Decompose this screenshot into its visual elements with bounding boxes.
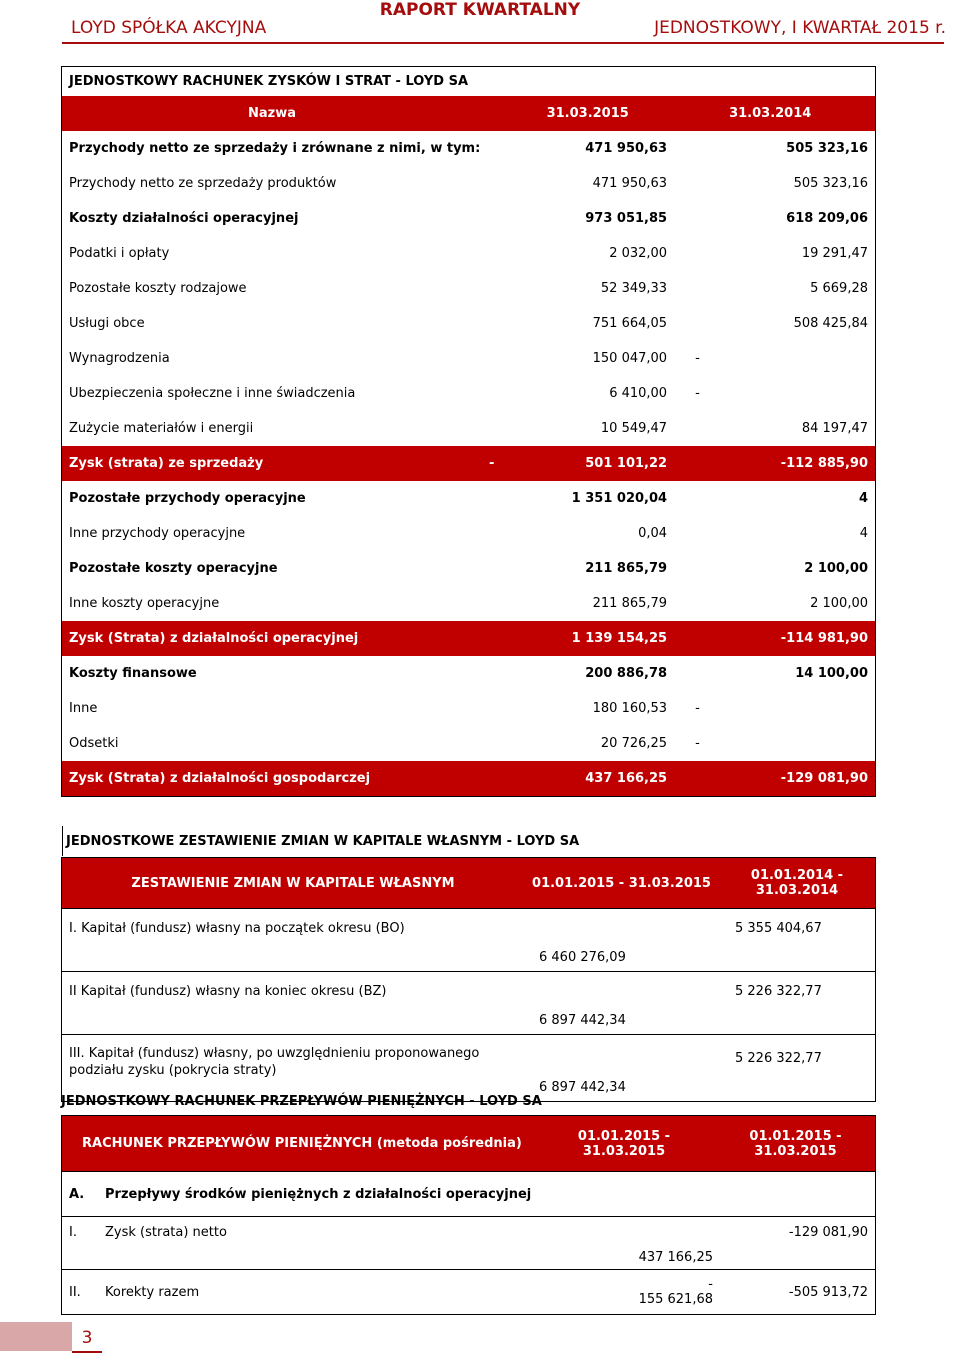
row-value-2015: 52 349,33	[600, 281, 668, 296]
row-value-2015: 6 460 276,09	[524, 909, 719, 972]
row-label: Inne koszty operacyjne	[69, 596, 220, 611]
table-row	[62, 481, 876, 516]
row-label: I. Kapitał (fundusz) własny na początek okresu (BO)	[62, 909, 525, 972]
row-sign	[489, 481, 513, 516]
col-name-header: Nazwa	[62, 96, 489, 131]
row-number: I.	[62, 1217, 106, 1270]
row-value-2014: 508 425,84	[793, 316, 868, 331]
row-value-2014: 84 197,47	[801, 421, 868, 436]
row-label: Wynagrodzenia	[69, 351, 170, 366]
row-label: Podatki i opłaty	[69, 246, 170, 261]
col-name-header: ZESTAWIENIE ZMIAN W KAPITALE WŁASNYM	[62, 858, 525, 909]
page-number: 3	[72, 1322, 102, 1353]
row-label: Przychody netto ze sprzedaży i zrównane z nimi, w tym:	[69, 141, 481, 156]
row-sign	[489, 376, 513, 411]
table-header-row	[62, 96, 876, 131]
table-row	[62, 236, 876, 271]
row-value-a	[535, 1270, 723, 1315]
table-row	[62, 166, 876, 201]
report-title: RAPORT KWARTALNY	[379, 0, 581, 20]
row-value-b: -505 913,72	[723, 1270, 876, 1315]
row-value-2015: 751 664,05	[592, 316, 668, 331]
row-sign	[489, 516, 513, 551]
row-value-2015: 10 549,47	[600, 421, 668, 436]
row-value-2014: -	[695, 386, 700, 401]
row-value-2014: -	[695, 701, 700, 716]
row-value-2015: 6 897 442,34	[524, 1035, 719, 1102]
table-header-row	[62, 858, 876, 909]
table-row	[62, 586, 876, 621]
row-label: Koszty finansowe	[69, 666, 197, 681]
row-sign	[489, 306, 513, 341]
row-sign: -	[489, 446, 513, 481]
row-sign	[489, 761, 513, 797]
row-value-2015: 150 047,00	[592, 351, 668, 366]
row-number: II.	[62, 1270, 106, 1315]
row-value-2015: 1 139 154,25	[513, 621, 673, 656]
income-statement-table	[61, 66, 876, 797]
row-sign	[489, 201, 513, 236]
row-value-2014: 4	[859, 526, 868, 541]
row-value-2014: -112 885,90	[672, 446, 875, 481]
section-number: A.	[62, 1172, 106, 1217]
row-value-b: -129 081,90	[723, 1217, 876, 1270]
row-value-2014: 2 100,00	[804, 561, 868, 576]
table-row	[62, 341, 876, 376]
row-label: Zużycie materiałów i energii	[69, 421, 254, 436]
row-label: Odsetki	[69, 736, 119, 751]
row-value-a: 437 166,25	[535, 1217, 723, 1270]
table-row	[62, 656, 876, 691]
table-row	[62, 271, 876, 306]
row-value-2014: 5 226 322,77	[719, 972, 876, 1035]
table-header-row	[62, 1116, 876, 1172]
row-value-2015: 437 166,25	[513, 761, 673, 797]
col-sign-header	[489, 96, 513, 131]
row-value-2014: 14 100,00	[795, 666, 868, 681]
table-row	[62, 306, 876, 341]
row-sign	[489, 656, 513, 691]
section-row	[62, 1172, 876, 1217]
row-label: Inne przychody operacyjne	[69, 526, 246, 541]
row-value-a-sign: -	[708, 1277, 713, 1292]
table-row	[62, 726, 876, 761]
row-value-2014: 5 226 322,77	[719, 1035, 876, 1102]
col-b-header-line2: 31.03.2015	[754, 1143, 837, 1159]
equity-section-title: JEDNOSTKOWE ZESTAWIENIE ZMIAN W KAPITALE WŁASNYM - LOYD SA	[66, 834, 580, 849]
row-label: Koszty działalności operacyjnej	[69, 211, 299, 226]
row-value-2015: 2 032,00	[609, 246, 668, 261]
row-label: Pozostałe koszty rodzajowe	[69, 281, 247, 296]
row-value-2015: 501 101,22	[513, 446, 673, 481]
row-value-2015: 0,04	[638, 526, 668, 541]
row-value-2015: 6 410,00	[609, 386, 668, 401]
table-row	[62, 1217, 876, 1270]
row-label: Przychody netto ze sprzedaży produktów	[69, 176, 337, 191]
table-row	[62, 972, 876, 1035]
income-statement-body	[62, 131, 876, 797]
section-label: Przepływy środków pieniężnych z działalności operacyjnej	[105, 1172, 876, 1217]
row-value-2015: 1 351 020,04	[571, 491, 668, 506]
row-value-2014: -	[695, 351, 700, 366]
col-a-header-line2: 31.03.2015	[582, 1143, 666, 1159]
row-label: Inne	[69, 701, 98, 716]
table-row	[62, 131, 876, 166]
row-sign	[489, 551, 513, 586]
row-value-2015: 471 950,63	[592, 176, 668, 191]
row-value-2015: 200 886,78	[585, 666, 668, 681]
row-sign	[489, 586, 513, 621]
row-value-2014: 5 355 404,67	[719, 909, 876, 972]
row-sign	[489, 691, 513, 726]
row-value-2015: 20 726,25	[600, 736, 668, 751]
row-label: Zysk (Strata) z działalności gospodarczej	[62, 761, 489, 797]
row-value-2014: 4	[858, 491, 868, 506]
row-value-2015: 211 865,79	[585, 561, 668, 576]
table-row	[62, 691, 876, 726]
row-value-2014: 19 291,47	[801, 246, 868, 261]
row-sign	[489, 621, 513, 656]
row-label: Pozostałe przychody operacyjne	[69, 491, 306, 506]
row-value-2015: 471 950,63	[585, 141, 668, 156]
col-a-header	[535, 1116, 723, 1172]
row-label: Zysk (strata) ze sprzedaży	[62, 446, 489, 481]
row-value-2014: 618 209,06	[786, 211, 868, 226]
row-label: II Kapitał (fundusz) własny na koniec okresu (BZ)	[62, 972, 525, 1035]
col-a-header-line1: 01.01.2015 -	[577, 1128, 671, 1144]
table-title-row	[62, 67, 876, 97]
row-sign	[489, 726, 513, 761]
row-sign	[489, 236, 513, 271]
row-value-2015: 180 160,53	[592, 701, 668, 716]
col-2015-header: 01.01.2015 - 31.03.2015	[524, 858, 719, 909]
page-number-bar	[0, 1322, 72, 1351]
row-value-2014: -129 081,90	[672, 761, 875, 797]
table-row	[62, 909, 876, 972]
table-row	[62, 516, 876, 551]
table-row	[62, 1270, 876, 1315]
row-value-a-amount: 155 621,68	[638, 1292, 713, 1307]
row-sign	[489, 131, 513, 166]
cashflow-section-title: JEDNOSTKOWY RACHUNEK PRZEPŁYWÓW PIENIĘŻNYCH - LOYD SA	[61, 1094, 542, 1109]
row-label: Korekty razem	[105, 1270, 535, 1315]
table-row	[62, 551, 876, 586]
col-2014-header: 31.03.2014	[672, 96, 875, 131]
row-label: Ubezpieczenia społeczne i inne świadczenia	[69, 386, 356, 401]
cashflow-table	[61, 1115, 876, 1315]
row-label: Pozostałe koszty operacyjne	[69, 561, 278, 576]
income-statement-title: JEDNOSTKOWY RACHUNEK ZYSKÓW I STRAT - LOYD SA	[62, 67, 876, 97]
col-name-header: RACHUNEK PRZEPŁYWÓW PIENIĘŻNYCH (metoda pośrednia)	[62, 1116, 536, 1172]
row-value-2015: 973 051,85	[585, 211, 668, 226]
row-sign	[489, 271, 513, 306]
row-value-2015: 6 897 442,34	[524, 972, 719, 1035]
row-value-2014: 5 669,28	[810, 281, 868, 296]
table-row	[62, 1035, 876, 1102]
report-scope: JEDNOSTKOWY, I KWARTAŁ 2015 r.	[654, 18, 946, 38]
table-row	[62, 411, 876, 446]
row-label: Usługi obce	[69, 316, 145, 331]
table-row	[62, 446, 876, 481]
row-value-2014: 505 323,16	[786, 141, 868, 156]
col-2014-header: 01.01.2014 - 31.03.2014	[719, 858, 876, 909]
row-value-2015: 211 865,79	[592, 596, 668, 611]
company-name: LOYD SPÓŁKA AKCYJNA	[71, 18, 267, 38]
col-b-header	[723, 1116, 876, 1172]
col-b-header-line1: 01.01.2015 -	[749, 1128, 842, 1144]
equity-title-rule	[62, 826, 63, 856]
row-label: Zysk (Strata) z działalności operacyjnej	[62, 621, 489, 656]
row-label: Zysk (strata) netto	[105, 1217, 535, 1270]
table-row	[62, 621, 876, 656]
header-divider	[62, 42, 944, 44]
row-sign	[489, 411, 513, 446]
row-value-2014: 505 323,16	[793, 176, 868, 191]
table-row	[62, 761, 876, 797]
row-sign	[489, 341, 513, 376]
row-sign	[489, 166, 513, 201]
row-value-2014: -114 981,90	[672, 621, 875, 656]
row-value-2014: -	[695, 736, 700, 751]
row-label: III. Kapitał (fundusz) własny, po uwzględnieniu proponowanego podziału zysku (pokrycia straty)	[62, 1035, 525, 1102]
col-2015-header: 31.03.2015	[513, 96, 673, 131]
equity-changes-table	[61, 857, 876, 1102]
table-row	[62, 376, 876, 411]
table-row	[62, 201, 876, 236]
row-value-2014: 2 100,00	[810, 596, 868, 611]
